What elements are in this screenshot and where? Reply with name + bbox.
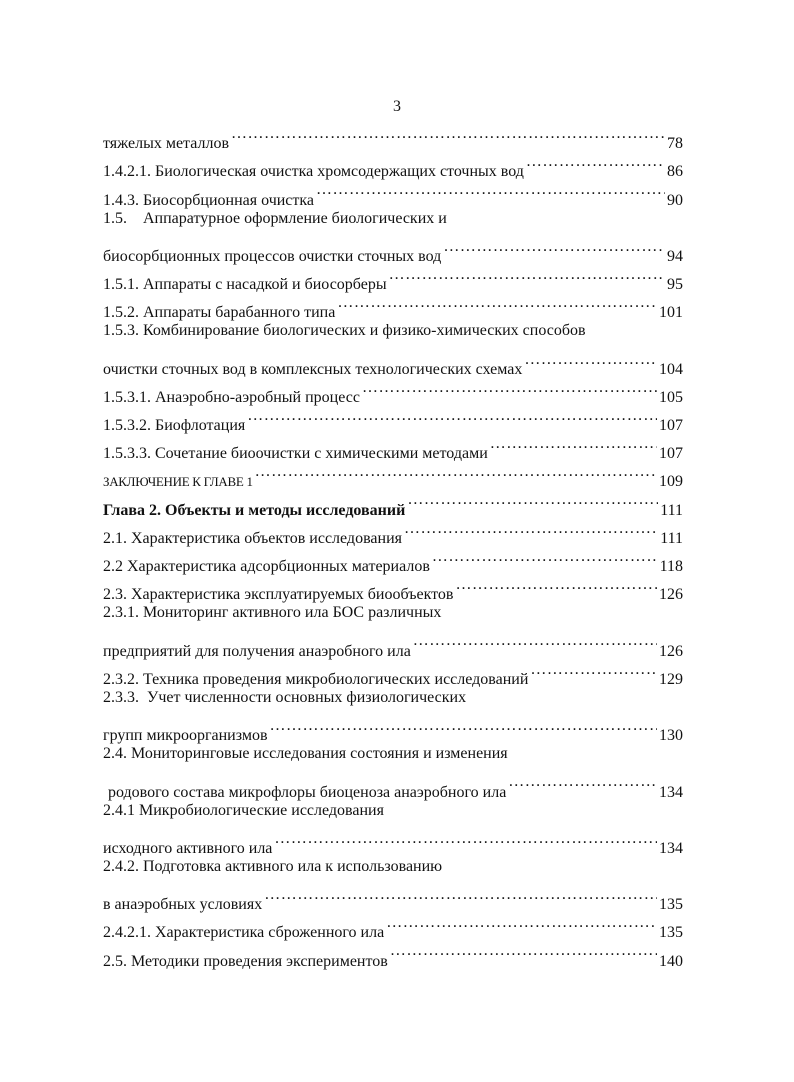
toc-leader-dots [264, 881, 657, 909]
toc-entry-title: 1.4.3. Биосорбционная очистка [103, 191, 315, 209]
toc-leader-dots [404, 515, 658, 543]
toc-leader-dots [255, 458, 657, 486]
toc-entry-title: 2.4.2. Подготовка активного ила к использованию [103, 857, 443, 875]
toc-leader-dots [508, 768, 657, 796]
toc-entry [103, 740, 683, 768]
toc-entry-page: 126 [659, 586, 683, 604]
toc-leader-dots [407, 486, 658, 514]
toc-entry-title: 1.5.3.2. Биофлотация [103, 417, 246, 435]
toc-leader-dots [390, 937, 657, 965]
toc-leader-dots [432, 543, 658, 571]
toc-entry-page: 129 [659, 670, 683, 688]
toc-leader-dots [316, 176, 665, 204]
toc-entry [103, 120, 683, 153]
toc-entry-page: 134 [659, 783, 683, 801]
toc-entry [103, 684, 683, 712]
toc-entry-title: групп микроорганизмов [103, 727, 268, 745]
toc-leader-dots [362, 374, 657, 402]
toc-leader-dots [247, 402, 657, 430]
toc-entry-title: 1.4.2.1. Биологическая очистка хромсодержащих сточных вод [103, 163, 524, 181]
toc-leader-dots [530, 656, 657, 684]
toc-leader-dots [413, 627, 657, 655]
toc-entry-page: 109 [659, 473, 683, 491]
toc-entry-page: 101 [659, 304, 683, 322]
toc-leader-dots [389, 261, 665, 289]
toc-entry-title: 1.5.3.1. Анаэробно-аэробный процесс [103, 388, 360, 406]
toc-entry-page: 126 [659, 642, 683, 660]
toc-entry-page: 135 [659, 896, 683, 914]
toc-leader-dots [231, 120, 665, 148]
toc-entry-page: 118 [659, 558, 683, 575]
toc-entry-page: 130 [659, 727, 683, 745]
toc-leader-dots [526, 148, 665, 176]
toc-entry-title: 2.3. Характеристика эксплуатируемых биообъектов [103, 586, 454, 604]
toc-entry [103, 881, 683, 914]
toc-entry-page: 134 [659, 839, 683, 857]
toc-entry-title: 1.5. Аппаратурное оформление биологических и [103, 209, 447, 227]
toc-entry-title: 2.5. Методики проведения экспериментов [103, 952, 388, 970]
toc-entry-title: в анаэробных условиях [103, 896, 263, 914]
toc-entry-title: 1.5.2. Аппараты барабанного типа [103, 304, 336, 322]
toc-entry-title: 2.3.3. Учет численности основных физиологических [103, 688, 467, 706]
toc-entry-page: 95 [667, 276, 683, 294]
toc-entry [103, 233, 683, 265]
toc-entry-title: родового состава микрофлоры биоценоза анаэробного ила [108, 783, 507, 801]
toc-entry [103, 853, 683, 881]
toc-entry [103, 205, 683, 233]
toc-leader-dots [443, 233, 665, 261]
toc-entry [103, 768, 683, 801]
toc-entry-title: 2.3.2. Техника проведения микробиологических исследований [103, 670, 529, 688]
toc-entry-page: 140 [659, 952, 683, 970]
toc-entry-title: 2.3.1. Мониторинг активного ила БОС различных [103, 604, 442, 622]
toc-entry-title: Глава 2. Объекты и методы исследований [103, 501, 406, 519]
toc-leader-dots [455, 571, 657, 599]
toc-entry-title: 2.4.1 Микробиологические исследования [103, 801, 384, 819]
toc-entry-title: ЗАКЛЮЧЕНИЕ К ГЛАВЕ 1 [103, 474, 253, 490]
toc-entry-title: 1.5.3. Комбинирование биологических и физико-химических способов [103, 322, 586, 340]
toc-leader-dots [270, 712, 658, 740]
toc-entry-title: очистки сточных вод в комплексных технологических схемах [103, 360, 523, 378]
toc-entry-page: 90 [667, 191, 683, 209]
toc-leader-dots [524, 346, 657, 374]
toc-entry [103, 712, 683, 745]
toc-entry-page: 107 [659, 417, 683, 435]
table-of-contents [103, 120, 683, 970]
toc-entry-title: тяжелых металлов [103, 135, 229, 153]
toc-entry-page: 94 [667, 247, 683, 265]
toc-leader-dots [274, 825, 657, 853]
toc-entry-title: предприятий для получения анаэробного ила [103, 642, 411, 660]
toc-entry-title: 2.4.2.1. Характеристика сброженного ила [103, 924, 385, 942]
toc-entry [103, 825, 683, 857]
toc-entry-page: 107 [659, 445, 683, 463]
toc-entry-title: 2.4. Мониторинговые исследования состояния и изменения [103, 745, 508, 763]
toc-entry [103, 599, 683, 627]
toc-entry-title: 2.2 Характеристика адсорбционных материалов [103, 558, 430, 575]
toc-entry-title: 1.5.1. Аппараты с насадкой и биосорберы [103, 276, 387, 294]
toc-entry [103, 627, 683, 660]
toc-leader-dots [386, 909, 657, 937]
toc-entry-title: 2.1. Характеристика объектов исследования [103, 529, 402, 547]
toc-entry [103, 317, 683, 345]
toc-entry-page: 111 [660, 501, 683, 519]
toc-entry [103, 346, 683, 378]
toc-entry-page: 104 [659, 360, 683, 378]
toc-entry-title: биосорбционных процессов очистки сточных вод [103, 247, 442, 265]
toc-entry-page: 78 [667, 135, 683, 153]
toc-leader-dots [490, 430, 657, 458]
toc-leader-dots [337, 289, 657, 317]
toc-entry-page: 111 [660, 529, 683, 547]
toc-entry-page: 135 [659, 924, 683, 942]
toc-entry-page: 105 [659, 388, 683, 406]
toc-entry-page: 86 [667, 163, 683, 181]
page-number: 3 [393, 98, 401, 115]
toc-entry-title: 1.5.3.3. Сочетание биоочистки с химическими методами [103, 445, 488, 463]
toc-entry-title: исходного активного ила [103, 839, 273, 857]
